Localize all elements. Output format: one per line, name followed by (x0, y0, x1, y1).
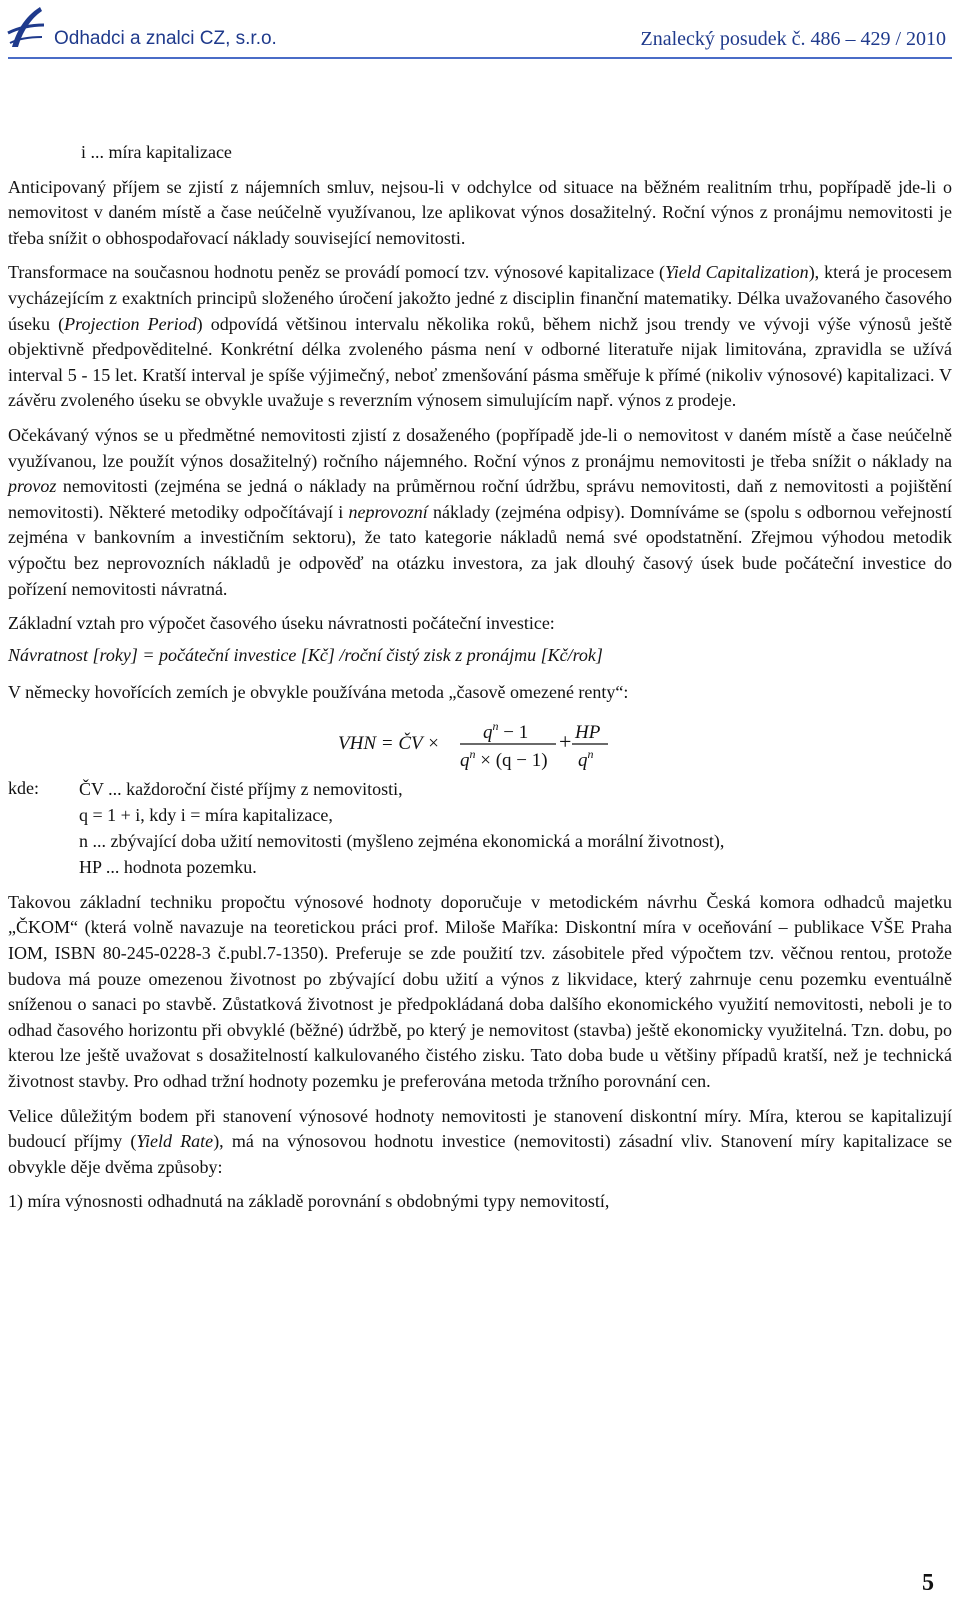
header-divider (8, 57, 952, 59)
text: Transformace na současnou hodnotu peněz se provádí pomocí tzv. výnosové kapitalizace ( (8, 262, 666, 283)
formula-payback: Návratnost [roky] = počáteční investice [Kč] /roční čistý zisk z pronájmu [Kč/rok] (8, 644, 603, 665)
text: Očekávaný výnos se u předmětné nemovitosti zjistí z dosaženého (popřípadě jde-li o nemovitost v daném místě a čase neúčelně využívanou, lze použít výnos dosažitelný) ročního nájemného. Roční výnos z pronájmu nemovitosti je třeba snížit o náklady na (8, 424, 952, 471)
kde-item-n: n ... zbývající doba užití nemovitosti (myšleno zejména ekonomická a morální životnost), (79, 830, 725, 851)
text: náklady (zejména odpisy). Domníváme se (spolu s odbornou veřejností zejména v bankovním a investičním sektoru), že tato kategorie nákladů nemá své opodstatnění. Zřejmou výhodou metodik výpočtu bez neprovozních nákladů je odpověď na otázku investora, za jak dlouhý časový úsek bude počáteční investice do pořízení nemovitosti návratná. (8, 501, 953, 599)
term-neprovozni: neprovozní (348, 501, 428, 522)
formula-vhn (8, 708, 952, 772)
text: nemovitosti (zejména se jedná o náklady na průměrnou roční údržbu, správu nemovitosti, daň z nemovitosti a pojištění nemovitosti). Některé metodiky odpočítávají i (8, 476, 952, 522)
report-number: Znalecký posudek č. 486 – 429 / 2010 (640, 28, 946, 50)
section-heading-i: i ... míra kapitalizace (81, 142, 232, 162)
formula-plus: + (559, 728, 572, 754)
text: Velice důležitým bodem při stanovení výnosové hodnoty nemovitosti je stanovení diskontní míry. Míra, kterou se kapitalizují budoucí příjmy ( (8, 1105, 952, 1152)
kde-label: kde: (8, 777, 39, 798)
formula-vhn-graphic (8, 708, 952, 772)
kde-item-hp: HP ... hodnota pozemku. (79, 856, 257, 877)
company-logo-icon (6, 3, 46, 51)
text: ), má na výnosovou hodnotu investice (nemovitosti) zásadní vliv. Stanovení míry kapitalizace se obvykle děje dvěma způsoby: (8, 1131, 953, 1177)
formula-num2: HP (575, 721, 601, 743)
term-yield-capitalization: Yield Capitalization (665, 262, 809, 283)
term-yield-rate: Yield Rate (136, 1131, 214, 1152)
text: ) odpovídá většinou intervalu několika roků, během nichž jsou trendy ve vývoji výše výnosů ještě objektivně předpověditelné. Konkrétní délka zvoleného pásma není v odborné literatuře nijak limitována, zpravidla se užívá interval 5 - 15 let. Kratší interval je spíše výjimečný, neboť zmenšování pásma směřuje k přímé (nikoliv výnosové) kapitalizaci. V závěru zvoleného úseku se obvykle uvažuje s reverzním výnosem simulujícím např. výnos z prodeje. (8, 313, 952, 411)
text: ), která je procesem vycházejícím z exaktních principů složeného úročení jakožto jedné z disciplin finanční matematiky. Délka uvažovaného časového úseku ( (8, 262, 952, 334)
legend-kde (8, 776, 952, 880)
paragraph-discount-rate (8, 1104, 952, 1181)
kde-lines (8, 776, 952, 880)
formula-lhs: VHN = ČV × (338, 732, 440, 754)
page-header (0, 0, 960, 62)
kde-item-q: q = 1 + i, kdy i = míra kapitalizace, (79, 804, 333, 825)
formula-den2: $q^n$ (578, 746, 594, 771)
company-name: Odhadci a znalci CZ, s.r.o. (54, 28, 277, 49)
paragraph-basic-relation: Základní vztah pro výpočet časového úseku návratnosti počáteční investice: (8, 613, 555, 634)
paragraph-anticipated-income: Anticipovaný příjem se zjistí z nájemních smluv, nejsou-li v odchylce od situace na běžném realitním trhu, popřípadě jde-li o nemovitost v daném místě a čase neúčelně využívanou, lze aplikovat výnos dosažitelný. Roční výnos z pronájmu nemovitosti je třeba snížit o obhospodařovací náklady související nemovitosti. (8, 176, 952, 248)
document-body (8, 140, 952, 1224)
paragraph-expected-yield (8, 423, 952, 602)
paragraph-german-method: V německy hovořících zemích je obvykle používána metoda „časově omezené renty“: (8, 682, 629, 703)
kde-item-cv: ČV ... každoroční čisté příjmy z nemovitosti, (79, 778, 403, 799)
term-provoz: provoz (8, 476, 57, 497)
formula-den1: $q^n \times (q - 1)$ (460, 746, 548, 771)
page-number: 5 (922, 1570, 934, 1596)
term-projection-period: Projection Period (64, 313, 197, 334)
formula-num1: $q^n - 1$ (483, 718, 529, 743)
paragraph-transformation (8, 260, 952, 414)
paragraph-method-1: 1) míra výnosnosti odhadnutá na základě porovnání s obdobnými typy nemovitostí, (8, 1191, 610, 1212)
paragraph-ckom-method: Takovou základní techniku propočtu výnosové hodnoty doporučuje v metodickém návrhu Česká komora odhadců majetku „ČKOM“ (která volně navazuje na teoretickou práci prof. Miloše Maříka: Diskontní míra v oceňování – publikace VŠE Praha IOM, ISBN 80-245-0228-3 č.publ.7-1350). Preferuje se zde použití tzv. zásobitele před výpočtem tzv. věčnou rentou, protože budova má pouze omezenou životnost po zbývající dobu užití a výnos z likvidace, který zahrnuje cenu pozemku eventuálně sníženou o sanaci po stavbě. Zůstatková životnost je předpokládaná doba dalšího ekonomického využití nemovitosti, neboli je to odhad časového horizontu při obvyklé (běžné) údržbě, po který je nemovitost (stavba) ještě ekonomicky využitelná. Tzn. dobu, po kterou lze ještě uvažovat s dosažitelností kalkulovaného čistého zisku. Tato doba bude u většiny případů kratší, než je technická životnost stavby. Pro odhad tržní hodnoty pozemku je preferována metoda tržního porovnání cen. (8, 891, 952, 1092)
